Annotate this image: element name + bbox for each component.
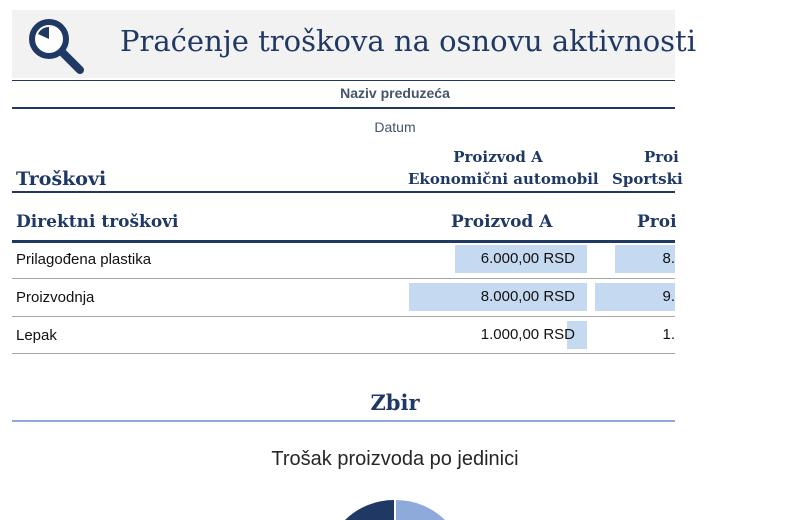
costs-heading: Troškovi [16, 168, 107, 190]
chart-title: Trošak proizvoda po jedinici [271, 448, 519, 470]
row-divider [12, 316, 675, 317]
page-title: Praćenje troškova na osnovu aktivnosti [120, 24, 696, 58]
product-a-name: Proizvod A [453, 148, 543, 166]
cost-cell[interactable]: 1. [662, 326, 675, 343]
cost-cell[interactable]: 9. [662, 288, 675, 305]
col-header-product-a: Proizvod A [451, 212, 553, 232]
direct-costs-heading: Direktni troškovi [16, 212, 179, 232]
title-banner [12, 10, 696, 78]
table-header-rule [12, 240, 675, 243]
row-label: Prilagođena plastika [16, 251, 152, 268]
magnifier-clock-icon [24, 14, 86, 76]
cost-cell[interactable]: 1.000,00 RSD [480, 326, 575, 343]
row-label: Proizvodnja [16, 289, 95, 306]
col-header-product-b: Proi [637, 212, 677, 232]
date-field[interactable]: Datum [374, 119, 416, 135]
cost-cell[interactable]: 8. [662, 250, 675, 267]
costs-underline [12, 191, 675, 193]
pie-slice-dark[interactable] [345, 500, 395, 520]
product-a-desc: Ekonomični automobil [408, 170, 599, 188]
cost-cell[interactable]: 6.000,00 RSD [480, 250, 575, 267]
row-label: Lepak [16, 327, 57, 344]
pie-slice-light[interactable] [395, 500, 445, 520]
title-underline [12, 80, 675, 81]
product-a-header[interactable] [408, 146, 599, 190]
company-name[interactable]: Naziv preduzeća [340, 85, 450, 101]
company-underline [12, 107, 675, 109]
row-divider [12, 353, 675, 354]
product-b-desc: Sportski [612, 170, 683, 188]
summary-heading: Zbir [370, 390, 420, 415]
row-divider [12, 278, 675, 279]
summary-underline [12, 420, 675, 422]
cost-cell[interactable]: 8.000,00 RSD [480, 288, 575, 305]
product-b-name: Proi [644, 148, 679, 166]
unit-cost-pie-chart[interactable] [330, 500, 460, 520]
product-b-header[interactable] [612, 146, 683, 190]
